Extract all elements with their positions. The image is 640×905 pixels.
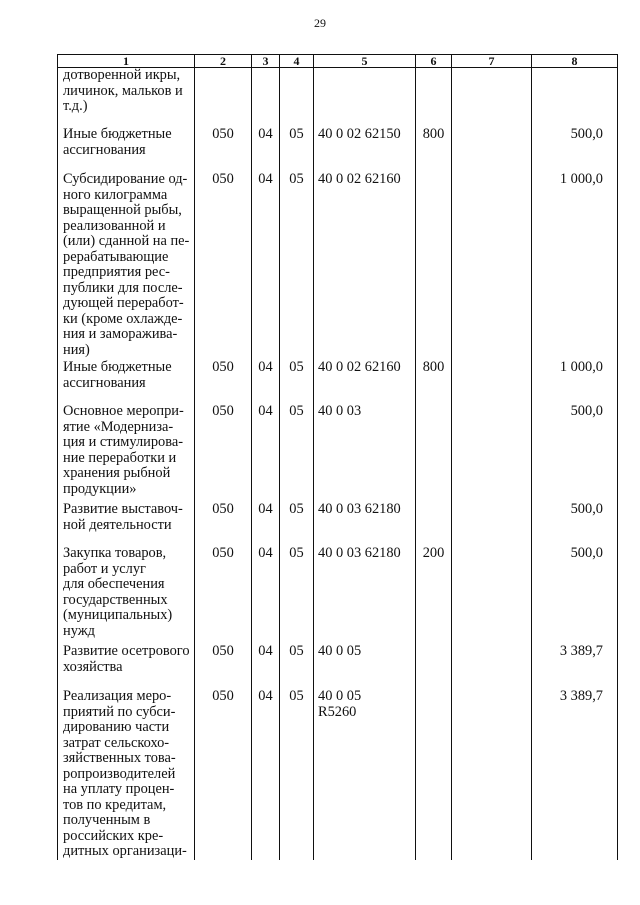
row-col-5: 40 0 02 62160 [314,360,416,404]
row-col-5: 40 0 02 62160 [314,172,416,360]
row-col-8: 500,0 [532,127,618,172]
row-col-8 [532,68,618,128]
table-row [58,644,618,689]
row-name: Развитие выставоч- ной деятельности [58,502,195,546]
row-col-7 [452,360,532,404]
row-col-7 [452,68,532,128]
row-col-2: 050 [195,689,252,860]
header-row [58,55,618,68]
row-col-8: 3 389,7 [532,689,618,860]
row-col-2: 050 [195,644,252,689]
row-col-8: 3 389,7 [532,644,618,689]
row-name: Закупка товаров, работ и услуг для обеспечения государственных (муниципальных) нужд [58,546,195,644]
row-col-8: 500,0 [532,546,618,644]
row-col-7 [452,546,532,644]
row-col-7 [452,404,532,502]
row-col-3: 04 [252,689,280,860]
row-col-3 [252,68,280,128]
column-header-4: 4 [280,55,314,68]
row-col-2: 050 [195,502,252,546]
row-col-5: 40 0 05 [314,644,416,689]
row-col-8: 500,0 [532,404,618,502]
row-name: Реализация меро- приятий по субси- дированию части затрат сельскохо- зяйственных това- ропроизводителей на уплату процен- тов по кредитам, полученным в российских кре- дитных организаци- [58,689,195,860]
row-col-3: 04 [252,404,280,502]
row-col-6: 200 [416,546,452,644]
row-col-6: 800 [416,360,452,404]
row-col-6: 800 [416,127,452,172]
row-name: Иные бюджетные ассигнования [58,360,195,404]
row-name: Развитие осетрового хозяйства [58,644,195,689]
row-col-3: 04 [252,127,280,172]
row-col-2: 050 [195,360,252,404]
table-row [58,404,618,502]
row-col-5: 40 0 02 62150 [314,127,416,172]
column-header-3: 3 [252,55,280,68]
row-col-2: 050 [195,172,252,360]
table-row [58,546,618,644]
row-col-3: 04 [252,502,280,546]
row-col-5: 40 0 03 [314,404,416,502]
row-col-4: 05 [280,546,314,644]
row-col-4: 05 [280,360,314,404]
row-col-2: 050 [195,404,252,502]
row-col-4 [280,68,314,128]
table-row [58,689,618,860]
row-col-7 [452,689,532,860]
row-col-4: 05 [280,172,314,360]
table-row [58,360,618,404]
row-col-5 [314,68,416,128]
row-col-8: 1 000,0 [532,360,618,404]
row-col-5: 40 0 03 62180 [314,546,416,644]
row-col-6 [416,502,452,546]
row-col-2: 050 [195,127,252,172]
row-col-6 [416,404,452,502]
row-col-4: 05 [280,404,314,502]
row-col-3: 04 [252,172,280,360]
row-name: Иные бюджетные ассигнования [58,127,195,172]
table-row [58,127,618,172]
table-row [58,68,618,128]
column-header-7: 7 [452,55,532,68]
row-col-6 [416,172,452,360]
row-col-3: 04 [252,360,280,404]
column-header-1: 1 [58,55,195,68]
row-name: дотворенной икры, личинок, мальков и т.д.) [58,68,195,128]
row-col-7 [452,502,532,546]
row-col-5: 40 0 03 62180 [314,502,416,546]
table-row [58,172,618,360]
row-col-8: 1 000,0 [532,172,618,360]
row-col-6 [416,644,452,689]
budget-table [57,54,618,860]
row-col-3: 04 [252,546,280,644]
page-number: 29 [314,16,326,30]
row-col-2 [195,68,252,128]
table-row [58,502,618,546]
row-col-5: 40 0 05 R5260 [314,689,416,860]
row-col-4: 05 [280,502,314,546]
row-col-7 [452,127,532,172]
row-name: Субсидирование од- ного килограмма выращенной рыбы, реализованной и (или) сданной на пе- рерабатывающие предприятия рес- публики для после- дующей переработ- ки (кроме охлажде- ния и заморажива- ния) [58,172,195,360]
row-col-7 [452,172,532,360]
row-name: Основное меропри- ятие «Модерниза- ция и стимулирова- ние переработки и хранения рыбной продукции» [58,404,195,502]
row-col-2: 050 [195,546,252,644]
column-header-5: 5 [314,55,416,68]
column-header-6: 6 [416,55,452,68]
row-col-4: 05 [280,127,314,172]
row-col-3: 04 [252,644,280,689]
row-col-7 [452,644,532,689]
column-header-8: 8 [532,55,618,68]
row-col-4: 05 [280,689,314,860]
row-col-6 [416,689,452,860]
row-col-8: 500,0 [532,502,618,546]
row-col-4: 05 [280,644,314,689]
row-col-6 [416,68,452,128]
column-header-2: 2 [195,55,252,68]
